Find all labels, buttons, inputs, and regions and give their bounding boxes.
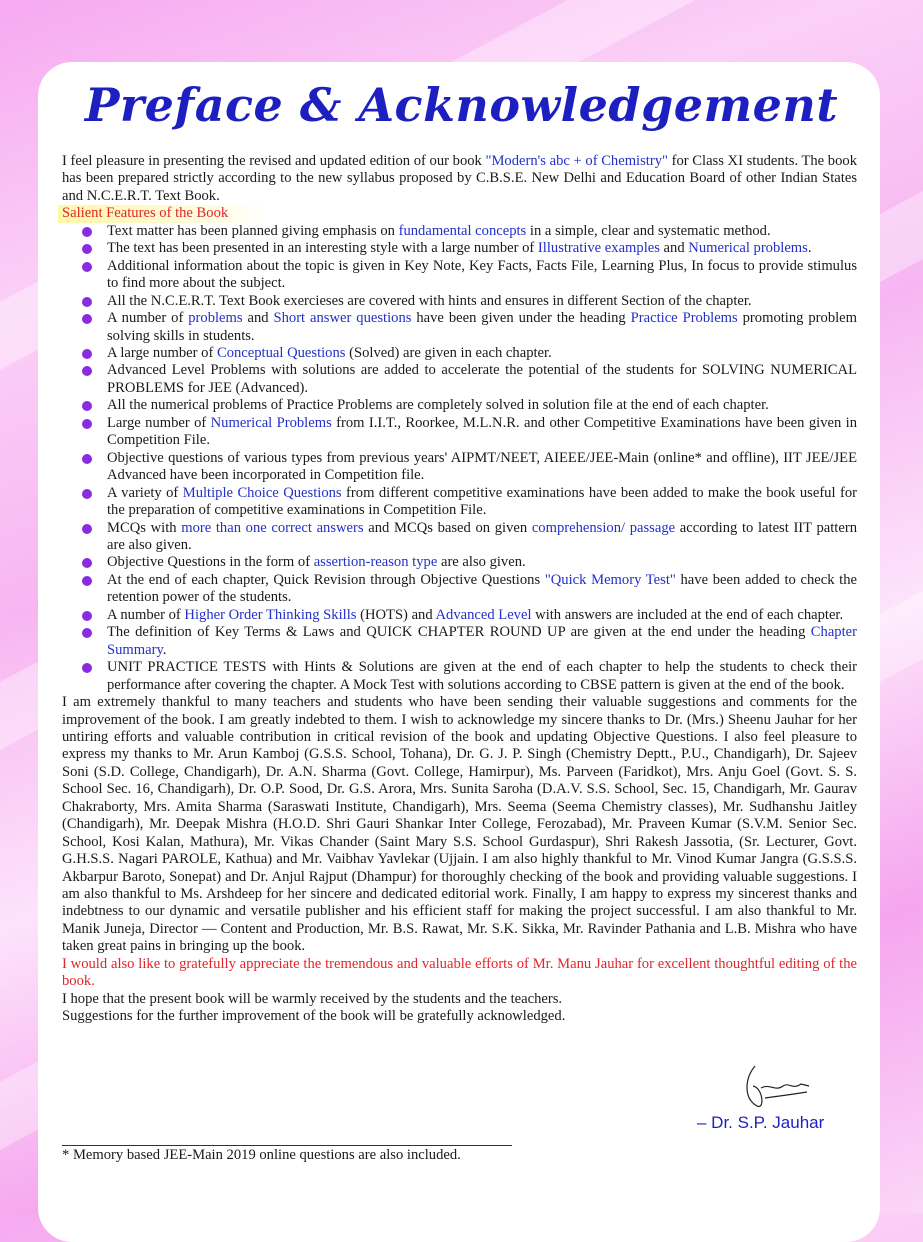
text-segment: in a simple, clear and systematic method. bbox=[526, 222, 771, 239]
bullet-icon bbox=[82, 628, 92, 638]
bullet-icon bbox=[82, 611, 92, 621]
feature-item bbox=[107, 258, 857, 293]
bullet-icon bbox=[82, 366, 92, 376]
bullet-icon bbox=[82, 244, 92, 254]
highlighted-term: comprehension/ passage bbox=[531, 519, 676, 536]
bullet-icon bbox=[82, 401, 92, 411]
highlighted-term: "Quick Memory Test" bbox=[544, 571, 676, 588]
features-list bbox=[62, 223, 857, 694]
salient-features-heading: Salient Features of the Book bbox=[58, 205, 268, 222]
bullet-icon bbox=[82, 262, 92, 272]
text-segment: from I.I.T., Roorkee, M.L.N.R. and other Competitive Examinations have been given in Competition File. bbox=[107, 414, 857, 449]
highlighted-term: Numerical problems bbox=[688, 240, 808, 257]
special-thanks: I would also like to gratefully appreciate the tremendous and valuable efforts of Mr. Manu Jauhar for excellent thoughtful editing of the book. bbox=[62, 955, 857, 990]
signature-image bbox=[735, 1058, 815, 1113]
text-segment: promoting problem solving skills in students. bbox=[107, 310, 858, 344]
bullet-icon bbox=[82, 663, 92, 673]
highlighted-term: Higher Order Thinking Skills bbox=[184, 606, 357, 623]
highlighted-term: Illustrative examples bbox=[537, 240, 660, 257]
author-name: – Dr. S.P. Jauhar bbox=[697, 1113, 825, 1132]
highlighted-term: assertion-reason type bbox=[313, 554, 438, 571]
preface-body bbox=[62, 153, 857, 1026]
text-segment: have been given under the heading bbox=[411, 310, 631, 327]
text-segment: A large number of bbox=[107, 344, 217, 361]
text-segment: All the N.C.E.R.T. Text Book exercieses are covered with hints and ensures in different Section of the chapter. bbox=[107, 292, 752, 309]
highlighted-term: Chapter Summary bbox=[107, 624, 857, 658]
text-segment: and MCQs based on given bbox=[363, 519, 532, 536]
text-segment: (HOTS) and bbox=[356, 606, 436, 623]
footnote-divider bbox=[62, 1145, 512, 1146]
text-segment: are also given. bbox=[437, 554, 526, 571]
text-segment: All the numerical problems of Practice Problems are completely solved in solution file at the end of each chapter. bbox=[107, 397, 769, 414]
feature-item bbox=[107, 572, 857, 607]
highlighted-term: Numerical Problems bbox=[210, 414, 332, 431]
highlighted-term: Practice Problems bbox=[630, 310, 738, 327]
feature-item bbox=[107, 659, 857, 694]
highlighted-term: Multiple Choice Questions bbox=[182, 484, 342, 501]
bullet-icon bbox=[82, 349, 92, 359]
text-segment: Objective questions of various types from previous years' AIPMT/NEET, AIEEE/JEE-Main (online* and offline), IIT JEE/JEE Advanced have been incorporated in Competition file. bbox=[107, 449, 857, 484]
bullet-icon bbox=[82, 314, 92, 324]
text-segment: Additional information about the topic is given in Key Note, Key Facts, Facts File, Learning Plus, In focus to provide stimulus to find more about the subject. bbox=[107, 257, 857, 292]
bullet-icon bbox=[82, 419, 92, 429]
highlighted-term: more than one correct answers bbox=[181, 519, 364, 536]
text-segment: from different competitive examinations have been added to make the book useful for the preparation of competitive examinations in Competition File. bbox=[107, 484, 857, 519]
text-segment: . bbox=[162, 641, 167, 658]
feature-item bbox=[107, 520, 857, 555]
feature-item bbox=[107, 310, 857, 345]
text-segment: Advanced Level Problems with solutions are added to accelerate the potential of the students for SOLVING NUMERICAL PROBLEMS for JEE (Advanced). bbox=[107, 362, 857, 396]
bullet-icon bbox=[82, 227, 92, 237]
bullet-icon bbox=[82, 454, 92, 464]
text-segment: The definition of Key Terms & Laws and QUICK CHAPTER ROUND UP are given at the end under the heading bbox=[107, 624, 811, 641]
closing-line-1: I hope that the present book will be warmly received by the students and the teachers. bbox=[62, 990, 563, 1007]
bullet-icon bbox=[82, 558, 92, 568]
text-segment: with answers are included at the end of each chapter. bbox=[531, 606, 844, 623]
feature-item bbox=[107, 450, 857, 485]
feature-item bbox=[107, 362, 857, 397]
text-segment: (Solved) are given in each chapter. bbox=[345, 344, 552, 361]
feature-item bbox=[107, 223, 857, 240]
bullet-icon bbox=[82, 576, 92, 586]
text-segment: for Class XI students. The book has been prepared strictly according to the new syllabus proposed by C.B.S.E. New Delhi and Education Board of other Indian States and N.C.E.R.T. Text Book. bbox=[62, 153, 857, 204]
text-segment: Large number of bbox=[107, 414, 211, 431]
footnote: * Memory based JEE-Main 2019 online questions are also included. bbox=[62, 1147, 461, 1163]
text-segment: The text has been presented in an interesting style with a large number of bbox=[107, 240, 538, 257]
highlighted-term: Advanced Level bbox=[435, 606, 532, 623]
text-segment: A variety of bbox=[107, 484, 183, 501]
highlighted-term: Short answer questions bbox=[273, 310, 412, 327]
text-segment: UNIT PRACTICE TESTS with Hints & Solutions are given at the end of each chapter to help the students to check their performance after covering the chapter. A Mock Test with solutions according to CBSE pattern is given at the end of the book. bbox=[107, 659, 857, 693]
feature-item bbox=[107, 624, 857, 659]
bullet-icon bbox=[82, 524, 92, 534]
feature-item bbox=[107, 415, 857, 450]
text-segment: MCQs with bbox=[107, 519, 182, 536]
feature-item bbox=[107, 345, 857, 362]
text-segment: I feel pleasure in presenting the revised and updated edition of our book bbox=[62, 153, 486, 169]
feature-item bbox=[107, 607, 857, 624]
text-segment: and bbox=[659, 240, 689, 257]
text-segment: A number of bbox=[107, 606, 185, 623]
intro-paragraph bbox=[62, 153, 857, 205]
acknowledgement-paragraph: I am extremely thankful to many teachers and students who have been sending their valuable suggestions and comments for the improvement of the book. I am greatly indebted to them. I wish to acknowledge my sincere thanks to Dr. (Mrs.) Sheenu Jauhar for her untiring efforts and valuable contribution in critical revision of the book and updating Objective Questions. I also feel pleasure to express my thanks to Mr. Arun Kamboj (G.S.S. School, Tohana), Dr. G. J. P. Singh (Chemistry Deptt., P.U., Chandigarh), Dr. Sajeev Soni (S.D. College, Chandigarh), Dr. A.N. Sharma (Govt. College, Hamirpur), Ms. Parveen (Faridkot), Mrs. Anju Goel (Govt. S. S. School Sec. 16, Chandigarh), Dr. O.P. Sood, Dr. G.S. Arora, Mrs. Sunita Saroha (D.A.V. S.S. School, Sec. 15, Chandigarh, Mr. Gaurav Chakraborty, Mrs. Amita Sharma (Saraswati Institute, Chandigarh), Mrs. Seema (Seema Chemistry classes), Mr. Sudhanshu Jaitley (Chandigarh), Mr. Deepak Mishra (H.O.D. Shri Gauri Shankar Inter College, Ferozabad), Mr. Praveen Kumar (S.V.M. Senior Sec. School, Kosi Kalan, Mathura), Mr. Vikas Chander (Saint Mary S.S. School Gurdaspur), Shri Rakesh Jassotia, (Sr. Lecturer, Govt. G.H.S.S. Nagari PAROLE, Kathua) and Mr. Vaibhav Yavlekar (Ujjain. I am also highly thankful to Mr. Vinod Kumar Jangra (G.S.S.S. Akbarpur Baroto, Sonepat) and Dr. Anjul Rajput (Dhampur) for thoroughly checking of the book and providing valuable suggestions. I am also thankful to Ms. Arshdeep for her sincere and dedicated editorial work. Finally, I am happy to express my sincerest thanks and indebtness to our dynamic and versatile publisher and his efficient staff for making the project successful. I am also thankful to Mr. Manik Juneja, Director — Content and Production, Mr. B.S. Rawat, Mr. S.K. Sikka, Mr. Ravinder Pathania and L.B. Mishra who have taken great pains in bringing up the book. bbox=[62, 694, 857, 955]
text-segment: At the end of each chapter, Quick Revision through Objective Questions bbox=[107, 571, 545, 588]
closing-line-2: Suggestions for the further improvement of the book will be gratefully acknowledged. bbox=[62, 1008, 566, 1025]
feature-item bbox=[107, 554, 857, 571]
feature-item bbox=[107, 293, 857, 310]
text-segment: Text matter has been planned giving emphasis on bbox=[107, 222, 399, 239]
feature-item bbox=[107, 240, 857, 257]
text-segment: . bbox=[807, 240, 812, 257]
bullet-icon bbox=[82, 297, 92, 307]
text-segment: Objective Questions in the form of bbox=[107, 554, 314, 571]
page-title: Preface & Acknowledgement bbox=[84, 78, 839, 132]
text-segment: according to latest IIT pattern are also given. bbox=[107, 519, 857, 553]
text-segment: A number of bbox=[107, 310, 189, 327]
text-segment: have been added to check the retention power of the students. bbox=[107, 571, 858, 606]
text-segment: and bbox=[242, 310, 274, 327]
highlighted-term: Conceptual Questions bbox=[216, 344, 346, 361]
highlighted-term: problems bbox=[188, 310, 243, 327]
highlighted-term: "Modern's abc + of Chemistry" bbox=[485, 153, 668, 169]
feature-item bbox=[107, 397, 857, 414]
highlighted-term: fundamental concepts bbox=[398, 222, 527, 239]
feature-item bbox=[107, 485, 857, 520]
bullet-icon bbox=[82, 489, 92, 499]
